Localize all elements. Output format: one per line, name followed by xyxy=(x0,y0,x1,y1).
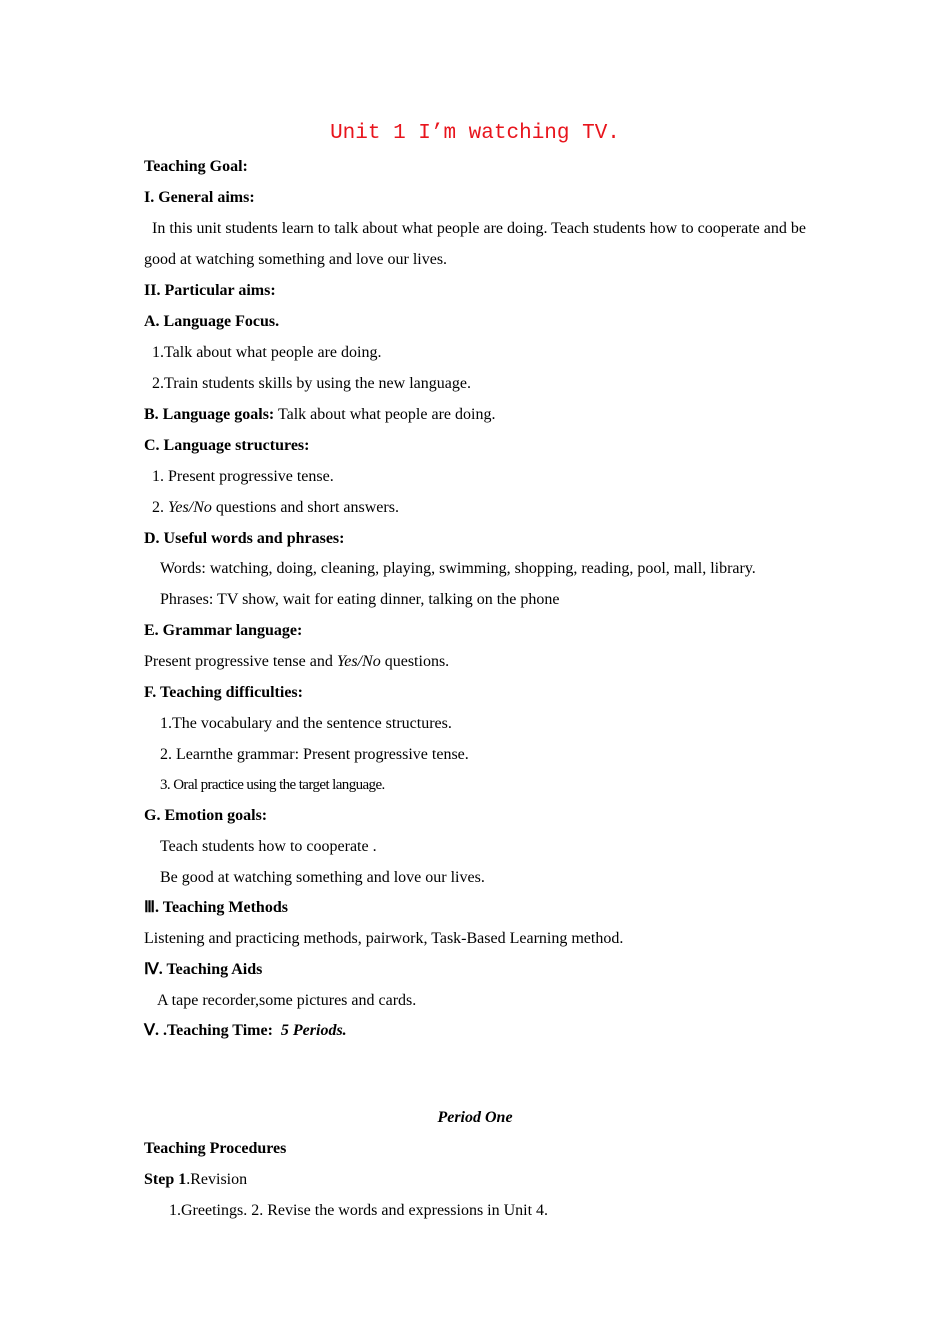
heading-teaching-goal: Teaching Goal: xyxy=(144,158,248,175)
structure-item-1: 1. Present progressive tense. xyxy=(152,468,334,485)
teaching-time-line xyxy=(144,1021,347,1041)
language-goals-text: Talk about what people are doing. xyxy=(274,406,496,423)
teaching-time-value: 5 Periods. xyxy=(280,1022,347,1039)
teaching-time-label: Ⅴ. .Teaching Time: xyxy=(144,1022,273,1039)
step-1-label: Step 1 xyxy=(144,1171,187,1188)
heading-grammar-language: E. Grammar language: xyxy=(144,622,303,639)
grammar-text-1: Present progressive tense and xyxy=(144,653,337,670)
period-heading: Period One xyxy=(437,1109,513,1126)
step-1-item: 1.Greetings. 2. Revise the words and expressions in Unit 4. xyxy=(169,1202,549,1219)
language-goals-line xyxy=(144,405,495,425)
structure-2-yes-no: Yes/No xyxy=(168,499,212,516)
general-aims-text-2: good at watching something and love our lives. xyxy=(144,251,448,268)
difficulty-item-2: 2. Learnthe grammar: Present progressive tense. xyxy=(160,746,469,763)
methods-text: Listening and practicing methods, pairwork, Task-Based Learning method. xyxy=(144,930,624,947)
heading-general-aims: I. General aims: xyxy=(144,189,255,206)
focus-item-1: 1.Talk about what people are doing. xyxy=(152,344,382,361)
focus-item-2: 2.Train students skills by using the new language. xyxy=(152,375,471,392)
step-1-line xyxy=(144,1170,247,1190)
heading-language-focus: A. Language Focus. xyxy=(144,313,280,330)
heading-useful-words: D. Useful words and phrases: xyxy=(144,530,345,547)
structure-item-2 xyxy=(152,498,399,518)
structure-2-rest: questions and short answers. xyxy=(211,499,399,516)
grammar-yes-no: Yes/No xyxy=(336,653,381,670)
language-goals-label: B. Language goals: xyxy=(144,406,275,423)
heading-language-structures: C. Language structures: xyxy=(144,437,310,454)
emotion-item-2: Be good at watching something and love our lives. xyxy=(160,869,485,886)
heading-teaching-aids: Ⅳ. Teaching Aids xyxy=(144,961,263,978)
words-line: Words: watching, doing, cleaning, playing, swimming, shopping, reading, pool, mall, library. xyxy=(160,560,756,577)
heading-teaching-methods: Ⅲ. Teaching Methods xyxy=(144,899,288,916)
grammar-text-2: questions. xyxy=(380,653,450,670)
difficulty-item-3: 3. Oral practice using the target language. xyxy=(160,777,385,793)
grammar-text xyxy=(144,652,449,672)
step-1-text: .Revision xyxy=(186,1171,248,1188)
document-title: Unit 1 I’m watching TV. xyxy=(330,122,620,145)
phrases-line: Phrases: TV show, wait for eating dinner, talking on the phone xyxy=(160,591,560,608)
emotion-item-1: Teach students how to cooperate . xyxy=(160,838,377,855)
general-aims-text-1: In this unit students learn to talk about what people are doing. Teach students how to cooperate and be xyxy=(152,220,806,237)
heading-particular-aims: II. Particular aims: xyxy=(144,282,276,299)
heading-teaching-procedures: Teaching Procedures xyxy=(144,1140,287,1157)
structure-2-number: 2. xyxy=(152,499,168,516)
difficulty-item-1: 1.The vocabulary and the sentence structures. xyxy=(160,715,452,732)
aids-text: A tape recorder,some pictures and cards. xyxy=(157,992,417,1009)
heading-teaching-difficulties: F. Teaching difficulties: xyxy=(144,684,303,701)
heading-emotion-goals: G. Emotion goals: xyxy=(144,807,268,824)
